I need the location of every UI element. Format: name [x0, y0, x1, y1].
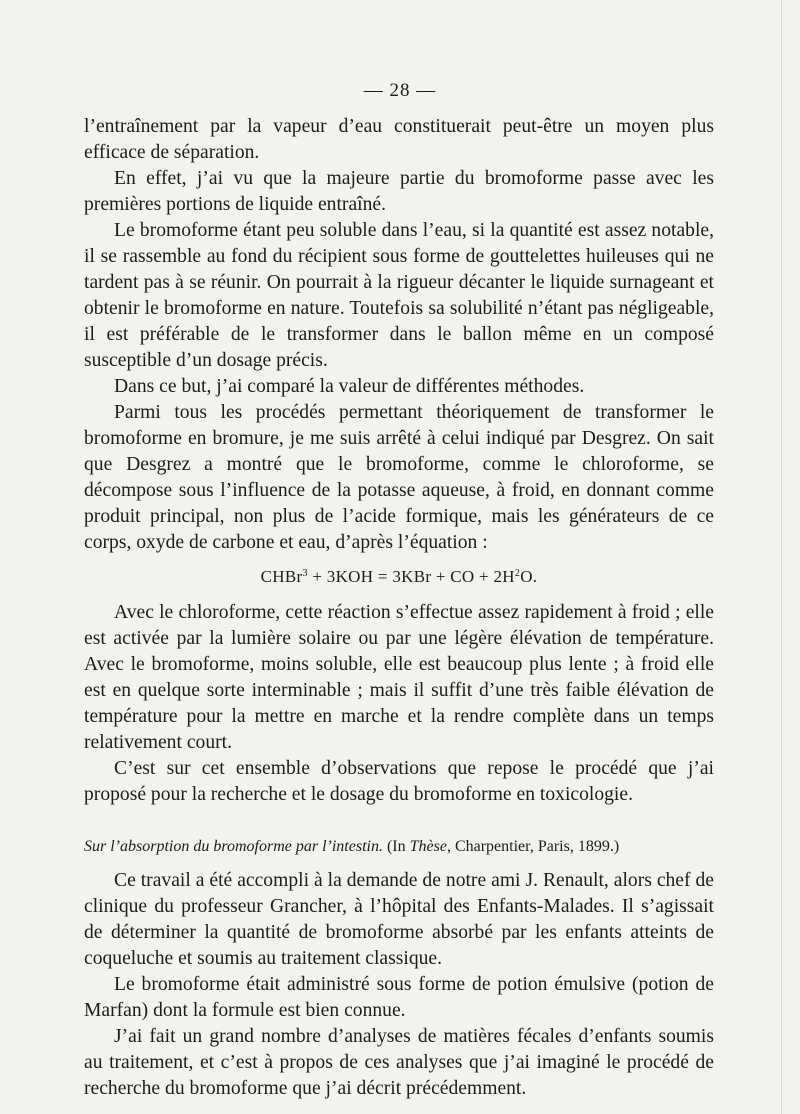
- section-title: Sur l’absorption du bromoforme par l’intestin.: [84, 838, 383, 855]
- equation-part-3: O.: [520, 567, 538, 586]
- reference-italic: Thèse: [409, 838, 447, 855]
- paragraph-5: Parmi tous les procédés permettant théoriquement de transformer le bromoforme en bromure, je me suis arrêté à celui indiqué par Desgrez. On sait que Desgrez a montré que le bromoforme, comme le chloroforme, se décompose sous l’influence de la potasse aqueuse, à froid, en donnant comme produit principal, non plus de l’acide formique, mais les générateurs de ce corps, oxyde de carbone et eau, d’après l’équation :: [84, 402, 714, 553]
- paragraph-9: Le bromoforme était administré sous forme de potion émulsive (potion de Marfan) dont la formule est bien connue.: [84, 974, 714, 1021]
- paragraph-3: Le bromoforme étant peu soluble dans l’eau, si la quantité est assez notable, il se rassemble au fond du récipient sous forme de gouttelettes huileuses qui ne tardent pas à se réunir. On pourrait à la rigueur décanter le liquide surnageant et obtenir le bromoforme en nature. Toutefois sa solubilité n’étant pas négligeable, il est préférable de le transformer dans le ballon même en un composé susceptible d’un dosage précis.: [84, 220, 714, 371]
- equation-part-2: + 3KOH = 3KBr + CO + 2H: [307, 567, 515, 586]
- paragraph-7: C’est sur cet ensemble d’observations que repose le procédé que j’ai proposé pour la recherche et le dosage du bromoforme en toxicologie.: [84, 758, 714, 805]
- paragraph-4: Dans ce but, j’ai comparé la valeur de différentes méthodes.: [114, 376, 585, 397]
- equation-part-1: CHBr: [260, 567, 303, 586]
- body-text: [84, 114, 714, 1102]
- section-heading: [84, 836, 714, 858]
- paragraph-8: Ce travail a été accompli à la demande de notre ami J. Renault, alors chef de clinique du professeur Grancher, à l’hôpital des Enfants-Malades. Il s’agissait de déterminer la quantité de bromoforme absorbé par les enfants atteints de coqueluche et soumis au traitement classique.: [84, 870, 714, 969]
- equation-sup-1: 3: [302, 568, 308, 579]
- paragraph-2: En effet, j’ai vu que la majeure partie du bromoforme passe avec les premières portions de liquide entraîné.: [84, 168, 714, 215]
- paragraph-6: Avec le chloroforme, cette réaction s’effectue assez rapidement à froid ; elle est activée par la lumière solaire ou par une légère élévation de température. Avec le bromoforme, moins soluble, elle est beaucoup plus lente ; à froid elle est en quelque sorte interminable ; mais il suffit d’une très faible élévation de température pour la mettre en marche et la rendre complète dans un temps relativement court.: [84, 602, 714, 753]
- reference-rest: , Charpentier, Paris, 1899.): [446, 838, 620, 855]
- equation-sup-2: 2: [514, 568, 521, 579]
- chemical-equation: [84, 564, 714, 590]
- page-number: — 28 —: [363, 80, 437, 101]
- reference-open: (In: [382, 838, 410, 855]
- paragraph-1: l’entraînement par la vapeur d’eau constituerait peut-être un moyen plus efficace de séparation.: [84, 116, 714, 163]
- page-edge-shadow: [781, 0, 782, 1114]
- paragraph-10: J’ai fait un grand nombre d’analyses de matières fécales d’enfants soumis au traitement, et c’est à propos de ces analyses que j’ai imaginé le procédé de recherche du bromoforme que j’ai décrit précédemment.: [84, 1026, 714, 1099]
